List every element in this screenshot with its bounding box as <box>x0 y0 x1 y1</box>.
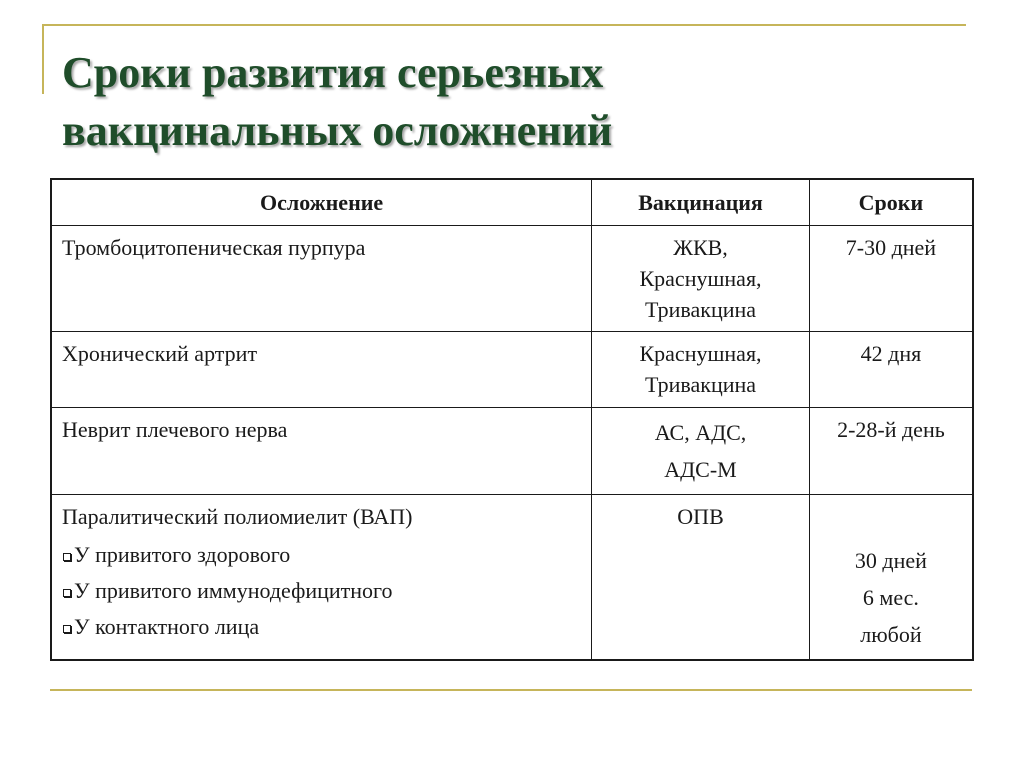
subitem-list <box>62 537 581 645</box>
vaccination-line: АС, АДС, <box>654 419 747 445</box>
vaccination-line: Краснушная, <box>639 265 762 291</box>
complication-cell: Хронический артрит <box>51 331 592 407</box>
vaccination-line: Краснушная, <box>639 340 762 366</box>
square-bullet-icon <box>63 589 71 597</box>
term-item: любой <box>860 621 922 647</box>
table-row <box>51 407 973 494</box>
list-item <box>62 573 581 609</box>
square-bullet-icon <box>63 553 71 561</box>
table-row <box>51 225 973 331</box>
vaccination-cell <box>592 407 810 494</box>
vaccination-cell <box>592 331 810 407</box>
bottom-rule <box>50 689 972 691</box>
table-row <box>51 494 973 660</box>
vaccination-line: ЖКВ, <box>673 234 728 260</box>
vaccination-cell <box>592 225 810 331</box>
slide-title <box>62 44 962 160</box>
header-complication: Осложнение <box>51 179 592 225</box>
top-rule <box>44 24 966 26</box>
complication-cell: Неврит плечевого нерва <box>51 407 592 494</box>
term-cell: 2-28-й день <box>809 407 973 494</box>
slide-title-line-1: Сроки развития серьезных <box>62 48 604 97</box>
table-header-row <box>51 179 973 225</box>
subitem-label: У привитого иммунодефицитного <box>74 577 393 603</box>
slide-title-line-2: вакцинальных осложнений <box>62 106 613 155</box>
left-rule <box>42 24 44 94</box>
square-bullet-icon <box>63 625 71 633</box>
table-row <box>51 331 973 407</box>
term-cell <box>809 494 973 660</box>
vaccination-line: Тривакцина <box>645 296 757 322</box>
term-cell: 7-30 дней <box>809 225 973 331</box>
header-vaccination: Вакцинация <box>592 179 810 225</box>
term-cell: 42 дня <box>809 331 973 407</box>
list-item <box>62 609 581 645</box>
vaccination-line: ОПВ <box>677 503 724 529</box>
subitem-label: У контактного лица <box>74 613 260 639</box>
term-item: 30 дней <box>854 547 927 573</box>
complication-title: Паралитический полиомиелит (ВАП) <box>62 503 413 529</box>
term-item: 6 мес. <box>862 584 919 610</box>
vaccination-line: АДС-М <box>664 456 737 482</box>
vaccination-line: Тривакцина <box>645 371 757 397</box>
complication-cell: Тромбоцитопеническая пурпура <box>51 225 592 331</box>
vaccination-cell <box>592 494 810 660</box>
header-term: Сроки <box>809 179 973 225</box>
term-list <box>816 542 966 653</box>
list-item <box>62 537 581 573</box>
subitem-label: У привитого здорового <box>74 541 291 567</box>
complications-table <box>50 178 974 661</box>
complication-cell <box>51 494 592 660</box>
